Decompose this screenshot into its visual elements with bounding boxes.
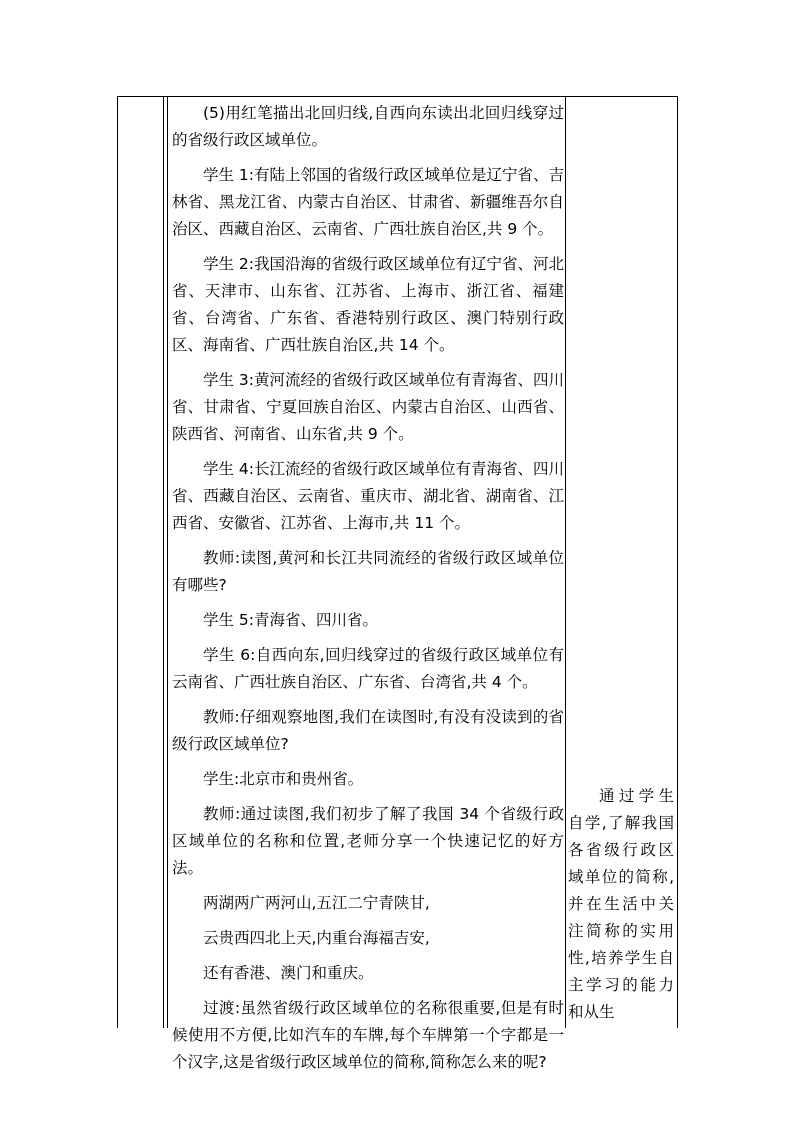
paragraph-student-3: 学生 3:黄河流经的省级行政区域单位有青海省、四川省、甘肃省、宁夏回族自治区、内蒙古自治区、山西省、陕西省、河南省、山东省,共 9 个。	[172, 371, 565, 443]
paragraph-student-answer: 学生:北京市和贵州省。	[203, 770, 364, 788]
table-left-border	[117, 96, 118, 1028]
paragraph-teacher-question: 教师:读图,黄河和长江共同流经的省级行政区域单位有哪些?	[172, 549, 564, 594]
paragraph-transition: 过渡:虽然省级行政区域单位的名称很重要,但是有时候使用不方便,比如汽车的车牌,每个车牌第一个字都是一个汉字,这是省级行政区域单位的简称,简称怎么来的呢?	[172, 999, 564, 1071]
teaching-process-cell	[172, 100, 564, 1076]
design-intent-cell	[568, 783, 674, 1026]
table-top-border	[117, 96, 678, 97]
column-divider-2	[167, 96, 168, 1028]
mnemonic-line-1: 两湖两广两河山,五江二宁青陕甘,	[203, 894, 430, 912]
design-intent-note: 通过学生自学,了解我国各省级行政区域单位的简称,并在生活中关注简称的实用性,培养学生自主学习的能力和从生	[568, 787, 674, 1021]
paragraph-task-5: (5)用红笔描出北回归线,自西向东读出北回归线穿过的省级行政区域单位。	[172, 104, 564, 149]
mnemonic-line-2: 云贵西四北上天,内重台海福吉安,	[203, 929, 430, 947]
paragraph-teacher-share: 教师:通过读图,我们初步了解了我国 34 个省级行政区域单位的名称和位置,老师分享一个快速记忆的好方法。	[172, 805, 564, 877]
paragraph-student-1: 学生 1:有陆上邻国的省级行政区域单位是辽宁省、吉林省、黑龙江省、内蒙古自治区、甘肃省、新疆维吾尔自治区、西藏自治区、云南省、广西壮族自治区,共 9 个。	[172, 166, 565, 238]
paragraph-student-6: 学生 6:自西向东,回归线穿过的省级行政区域单位有云南省、广西壮族自治区、广东省、台湾省,共 4 个。	[172, 646, 564, 691]
mnemonic-line-3: 还有香港、澳门和重庆。	[203, 964, 374, 982]
paragraph-teacher-observe: 教师:仔细观察地图,我们在读图时,有没有没读到的省级行政区域单位?	[172, 708, 564, 753]
column-divider-1	[163, 96, 164, 1028]
paragraph-student-4: 学生 4:长江流经的省级行政区域单位有青海省、四川省、西藏自治区、云南省、重庆市、湖北省、湖南省、江西省、安徽省、江苏省、上海市,共 11 个。	[172, 460, 565, 532]
paragraph-student-2: 学生 2:我国沿海的省级行政区域单位有辽宁省、河北省、天津市、山东省、江苏省、上海市、浙江省、福建省、台湾省、广东省、香港特别行政区、澳门特别行政区、海南省、广西壮族自治区,共 14 个。	[172, 255, 565, 354]
column-divider-3	[565, 96, 566, 1028]
paragraph-student-5: 学生 5:青海省、四川省。	[203, 611, 379, 629]
table-right-border	[677, 96, 678, 1028]
